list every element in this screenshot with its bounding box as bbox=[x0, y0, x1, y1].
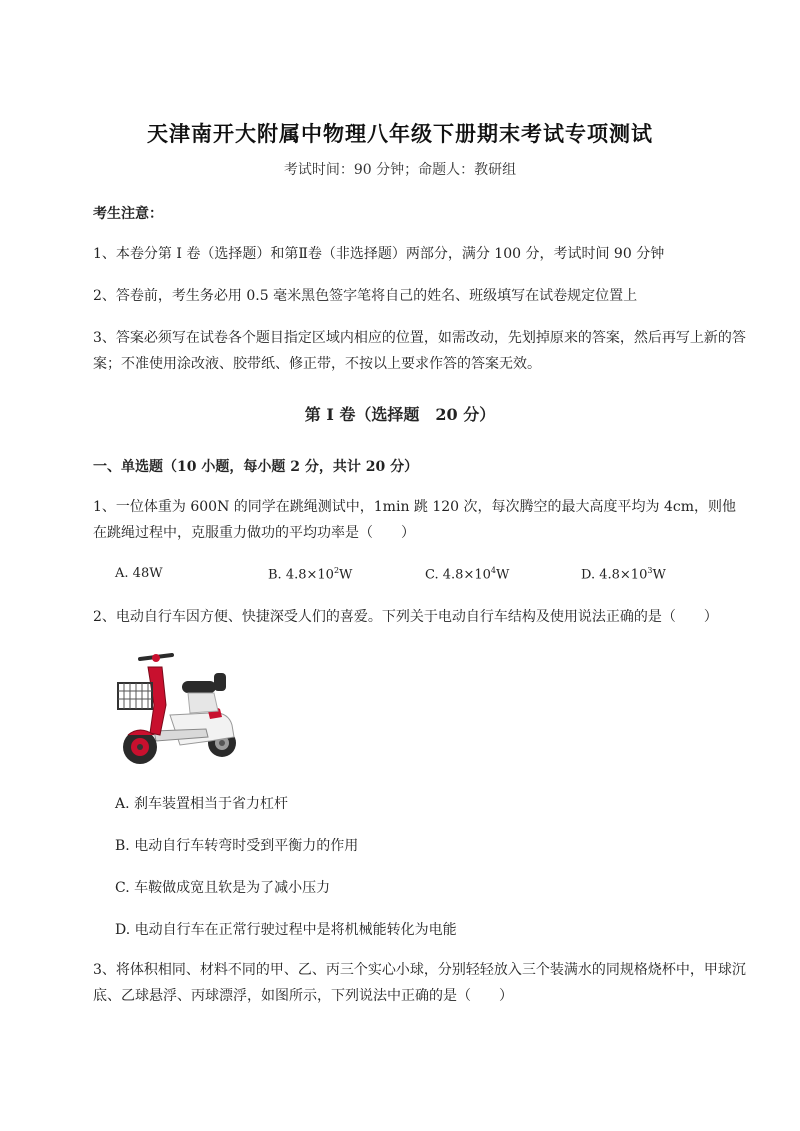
exam-info: 考试时间：90 分钟；命题人：教研组 bbox=[283, 162, 517, 178]
question-1-option-b: B. $4.8\times 10^2W$ bbox=[268, 566, 353, 583]
question-2-choice-a: A. 刹车装置相当于省力杠杆 bbox=[115, 796, 289, 812]
question-2-choice-b: B. 电动自行车转弯时受到平衡力的作用 bbox=[115, 838, 359, 854]
question-2-choice-c: C. 车鞍做成宽且软是为了减小压力 bbox=[115, 880, 331, 896]
notice-item-2: 2、答卷前，考生务必用 0.5 毫米黑色签字笔将自己的姓名、班级填写在试卷规定位置上 bbox=[93, 288, 638, 304]
notice-item-1: 1、本卷分第 I 卷（选择题）和第Ⅱ卷（非选择题）两部分，满分 100 分，考试时间 90 分钟 bbox=[93, 246, 665, 262]
notice-heading: 考生注意： bbox=[93, 206, 163, 222]
question-2-stem: 2、电动自行车因方便、快捷深受人们的喜爱。下列关于电动自行车结构及使用说法正确的是（ ） bbox=[93, 609, 718, 625]
part-heading: 一、单选题（10 小题，每小题 2 分，共计 20 分） bbox=[93, 459, 419, 475]
question-1-option-c: C. $4.8\times 10^4W$ bbox=[425, 566, 510, 583]
question-1-option-d: D. $4.8\times 10^3W$ bbox=[581, 566, 666, 583]
question-1-stem: 1、一位体重为 600N 的同学在跳绳测试中，1min 跳 120 次，每次腾空的最大高度平均为 4cm，则他在跳绳过程中，克服重力做功的平均功率是（ ） bbox=[93, 499, 736, 541]
notice-item-3: 3、答案必须写在试卷各个题目指定区域内相应的位置，如需改动，先划掉原来的答案，然后再写上新的答案；不准使用涂改液、胶带纸、修正带，不按以上要求作答的答案无效。 bbox=[93, 330, 746, 372]
question-3-stem: 3、将体积相同、材料不同的甲、乙、丙三个实心小球，分别轻轻放入三个装满水的同规格烧杯中，甲球沉底、乙球悬浮、丙球漂浮，如图所示，下列说法中正确的是（ ） bbox=[93, 962, 746, 1004]
question-2-choice-d: D. 电动自行车在正常行驶过程中是将机械能转化为电能 bbox=[115, 922, 457, 938]
section-heading: 第 I 卷（选择题 20 分） bbox=[304, 405, 496, 424]
page-title: 天津南开大附属中物理八年级下册期末考试专项测试 bbox=[147, 121, 653, 146]
question-1-option-a: A. 48W bbox=[115, 566, 163, 581]
electric-scooter-image bbox=[110, 645, 245, 770]
